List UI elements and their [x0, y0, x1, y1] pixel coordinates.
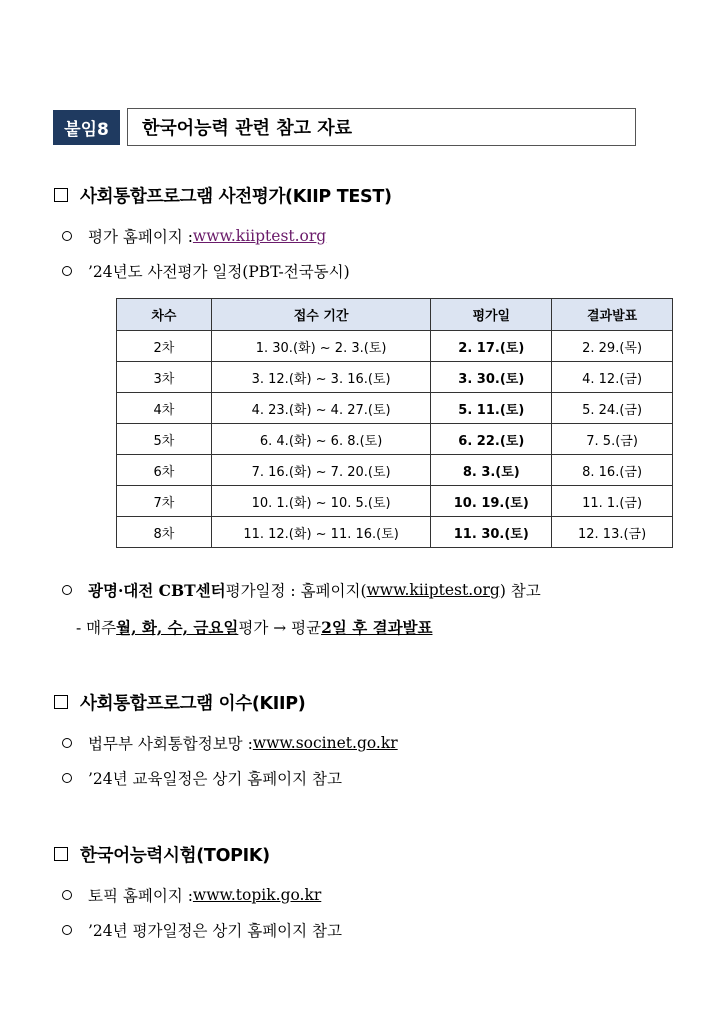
cell-result: 8. 16.(금): [552, 455, 673, 486]
column-header-round: 차수: [117, 299, 212, 331]
table-row: [117, 424, 673, 455]
kiip-note: ’24년 교육일정은 상기 홈페이지 참고: [88, 770, 342, 788]
table-row: [117, 362, 673, 393]
bullet-circle-icon: [62, 890, 72, 900]
cell-round: 2차: [117, 331, 212, 362]
homepage-label: 평가 홈페이지 :: [88, 228, 193, 246]
cell-registration: 1. 30.(화) ~ 2. 3.(토): [211, 331, 431, 362]
attachment-tag: 붙임8: [53, 110, 120, 145]
topik-link[interactable]: www.topik.go.kr: [192, 886, 322, 904]
cell-round: 8차: [117, 517, 212, 548]
cell-result: 11. 1.(금): [552, 486, 673, 517]
bullet-circle-icon: [62, 266, 72, 276]
cell-round: 6차: [117, 455, 212, 486]
column-header-test-date: 평가일: [431, 299, 552, 331]
cell-round: 7차: [117, 486, 212, 517]
section-kiip-test-header: [54, 182, 392, 208]
bullet-circle-icon: [62, 738, 72, 748]
cell-registration: 11. 12.(화) ~ 11. 16.(토): [211, 517, 431, 548]
section-kiip-header: [54, 689, 305, 715]
cbt-center-line: [62, 578, 541, 602]
cell-test-date: 10. 19.(토): [431, 486, 552, 517]
cell-registration: 7. 16.(화) ~ 7. 20.(토): [211, 455, 431, 486]
cell-result: 12. 13.(금): [552, 517, 673, 548]
cell-result: 5. 24.(금): [552, 393, 673, 424]
cell-test-date: 11. 30.(토): [431, 517, 552, 548]
column-header-result: 결과발표: [552, 299, 673, 331]
schedule-table: [116, 298, 673, 548]
socinet-link[interactable]: www.socinet.go.kr: [252, 734, 398, 752]
schedule-label: ’24년도 사전평가 일정(PBT-전국동시): [88, 263, 350, 281]
kiip-note-line: [62, 766, 342, 790]
bullet-circle-icon: [62, 231, 72, 241]
cell-registration: 6. 4.(화) ~ 6. 8.(토): [211, 424, 431, 455]
cell-test-date: 2. 17.(토): [431, 331, 552, 362]
homepage-label: 토픽 홈페이지 :: [88, 887, 193, 905]
cell-round: 3차: [117, 362, 212, 393]
table-row: [117, 393, 673, 424]
bullet-circle-icon: [62, 585, 72, 595]
bullet-circle-icon: [62, 925, 72, 935]
cell-result: 7. 5.(금): [552, 424, 673, 455]
checkbox-square-icon: [54, 695, 68, 709]
topik-note: ’24년 평가일정은 상기 홈페이지 참고: [88, 922, 342, 940]
cell-round: 4차: [117, 393, 212, 424]
cbt-schedule-text: 평가일정 : 홈페이지(: [225, 582, 367, 600]
cell-test-date: 3. 30.(토): [431, 362, 552, 393]
table-row: [117, 331, 673, 362]
socinet-homepage-line: [62, 731, 398, 755]
cell-registration: 10. 1.(화) ~ 10. 5.(토): [211, 486, 431, 517]
weekly-prefix: - 매주: [76, 619, 117, 637]
homepage-label: 법무부 사회통합정보망 :: [88, 735, 253, 753]
section-topik-header: [54, 841, 270, 867]
table-header-row: [117, 299, 673, 331]
schedule-label-line: [62, 259, 350, 283]
section-title: 한국어능력시험(TOPIK): [80, 845, 270, 866]
bullet-circle-icon: [62, 773, 72, 783]
cbt-ref-text: ) 참고: [499, 582, 541, 600]
cell-test-date: 8. 3.(토): [431, 455, 552, 486]
kiiptest-homepage-line: [62, 224, 326, 248]
kiiptest-link[interactable]: www.kiiptest.org: [192, 227, 327, 245]
weekly-result: 2일 후 결과발표: [321, 618, 433, 637]
section-title: 사회통합프로그램 이수(KIIP): [80, 693, 306, 714]
cell-round: 5차: [117, 424, 212, 455]
cell-test-date: 5. 11.(토): [431, 393, 552, 424]
cell-registration: 3. 12.(화) ~ 3. 16.(토): [211, 362, 431, 393]
cell-registration: 4. 23.(화) ~ 4. 27.(토): [211, 393, 431, 424]
table-row: [117, 517, 673, 548]
cell-test-date: 6. 22.(토): [431, 424, 552, 455]
topik-note-line: [62, 918, 342, 942]
table-row: [117, 486, 673, 517]
page-title: 한국어능력 관련 참고 자료: [127, 108, 636, 146]
column-header-registration: 접수 기간: [211, 299, 431, 331]
checkbox-square-icon: [54, 188, 68, 202]
table-row: [117, 455, 673, 486]
cell-result: 2. 29.(목): [552, 331, 673, 362]
topik-homepage-line: [62, 883, 321, 907]
cell-result: 4. 12.(금): [552, 362, 673, 393]
cbt-center-name: 광명·대전 CBT센터: [88, 581, 226, 600]
weekly-days: 월, 화, 수, 금요일: [116, 618, 239, 637]
checkbox-square-icon: [54, 847, 68, 861]
weekly-mid: 평가 → 평균: [238, 619, 322, 637]
section-title: 사회통합프로그램 사전평가(KIIP TEST): [80, 186, 392, 207]
cbt-kiiptest-link[interactable]: www.kiiptest.org: [366, 581, 500, 599]
weekly-schedule-line: [76, 615, 433, 639]
